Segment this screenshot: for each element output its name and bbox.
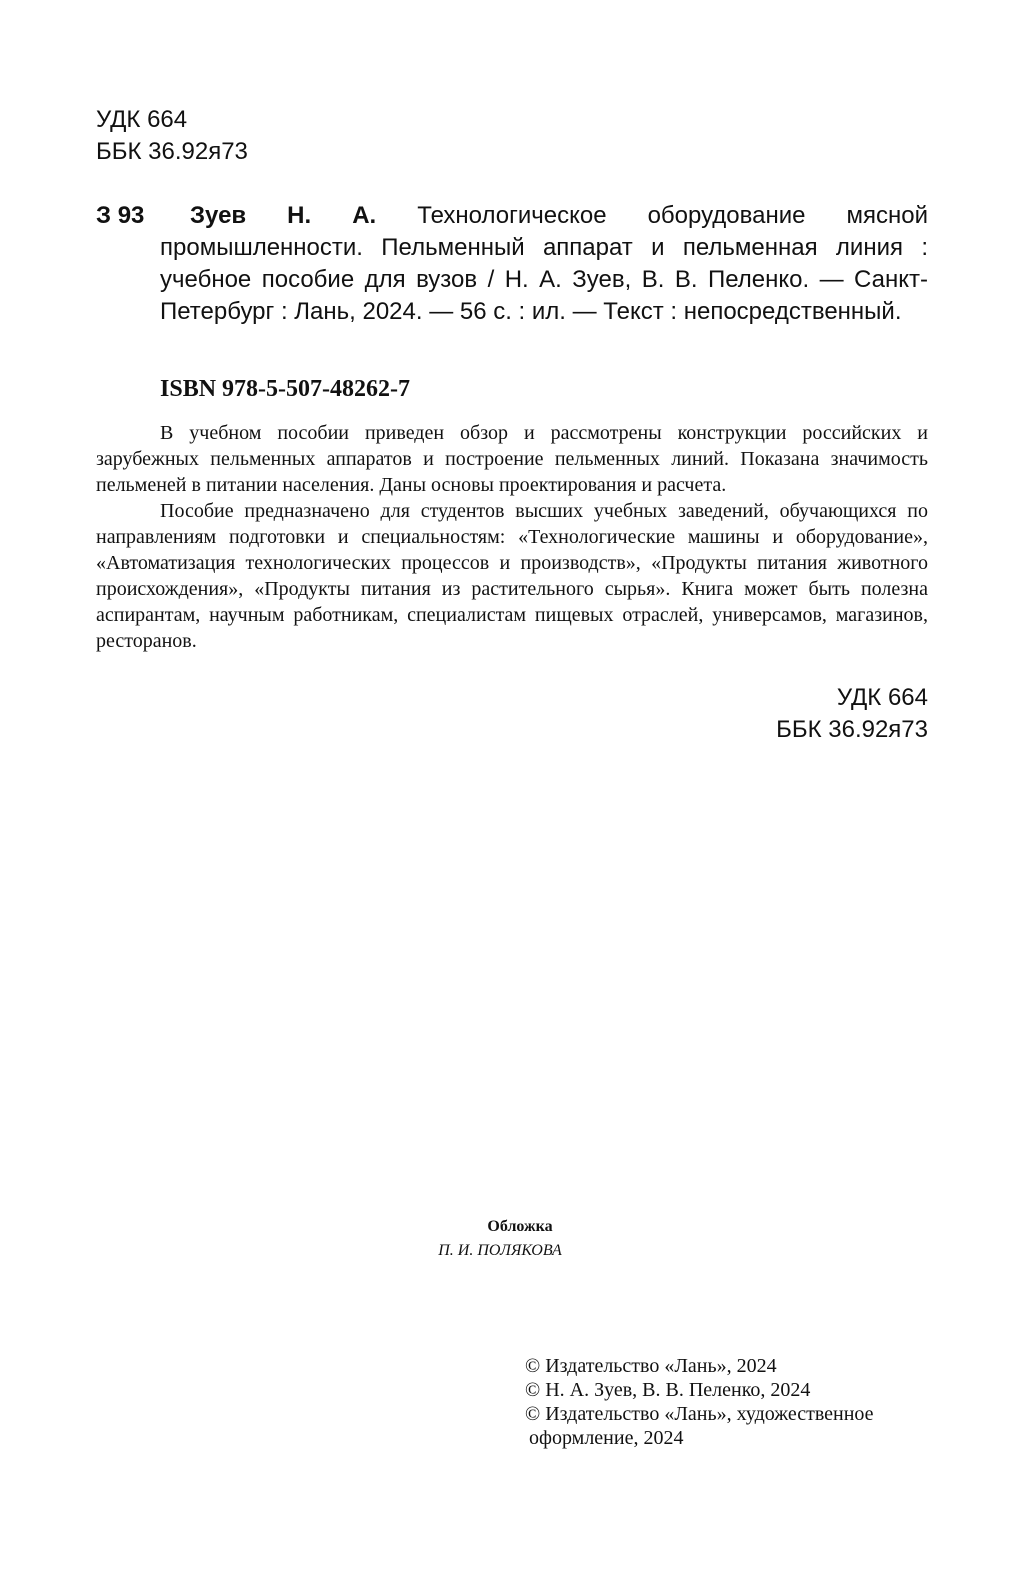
classification-bottom bbox=[776, 682, 928, 746]
bbk-code: ББК 36.92я73 bbox=[96, 138, 248, 165]
bib-description: Технологическое оборудование мясной промышленности. Пельменный аппарат и пельменная линия : учебное пособие для вузов / Н. А. Зуев, В. В. Пеленко. — Санкт-Петербург : Лань, 2024. — 56 с. : ил. — Текст : непосредственный. bbox=[160, 202, 929, 325]
cover-designer: П. И. ПОЛЯКОВА bbox=[438, 1242, 562, 1259]
abstract bbox=[96, 420, 928, 654]
isbn: ISBN 978-5-507-48262-7 bbox=[160, 376, 410, 402]
classification-top bbox=[96, 104, 248, 168]
copyright-line: © Издательство «Лань», художественное bbox=[525, 1403, 874, 1425]
abstract-paragraph: Пособие предназначено для студентов высших учебных заведений, обучающихся по направлениям подготовки и специальностям: «Технологические машины и оборудование», «Автоматизация технологических процессов и производств», «Продукты питания животного происхождения», «Продукты питания из растительного сырья». Книга может быть полезна аспирантам, научным работникам, специалистам пищевых отраслей, универсамов, магазинов, ресторанов. bbox=[96, 500, 928, 652]
abstract-paragraph: В учебном пособии приведен обзор и рассмотрены конструкции российских и зарубежных пельменных аппаратов и построение пельменных линий. Показана значимость пельменей в питании населения. Даны основы проектирования и расчета. bbox=[96, 422, 928, 496]
bib-author: Зуев Н. А. bbox=[190, 202, 377, 229]
copyright-line: © Н. А. Зуев, В. В. Пеленко, 2024 bbox=[525, 1379, 811, 1401]
copyright-line: оформление, 2024 bbox=[529, 1427, 684, 1449]
udk-code: УДК 664 bbox=[836, 684, 928, 711]
copyright-line: © Издательство «Лань», 2024 bbox=[525, 1355, 777, 1377]
cover-label: Обложка bbox=[487, 1218, 553, 1235]
bbk-code: ББК 36.92я73 bbox=[776, 716, 928, 743]
udk-code: УДК 664 bbox=[96, 106, 188, 133]
bibliographic-record bbox=[160, 200, 928, 328]
author-sign: З 93 bbox=[96, 202, 145, 229]
copyright-notices bbox=[525, 1354, 874, 1450]
